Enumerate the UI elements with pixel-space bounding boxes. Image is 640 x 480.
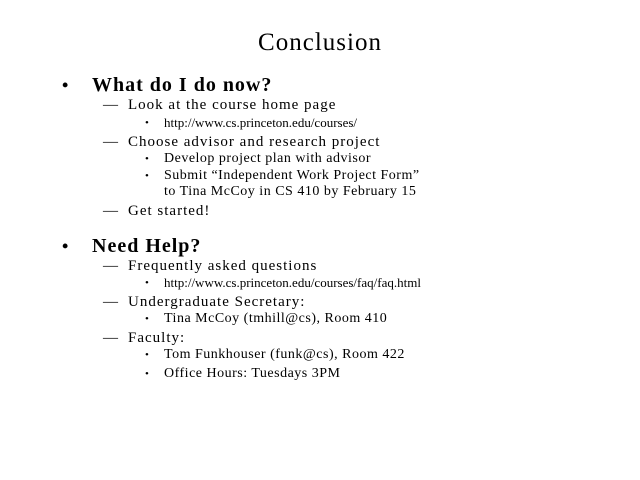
list-item-text: Undergraduate Secretary: (128, 294, 306, 310)
sub-list-item-text: Submit “Independent Work Project Form” (164, 168, 420, 183)
bullet-icon: • (62, 75, 70, 95)
bullet-icon: • (145, 170, 150, 182)
faq-url: http://www.cs.princeton.edu/courses/faq/faq.html (164, 275, 421, 290)
dash-icon: — (103, 258, 119, 274)
section-heading: What do I do now? (92, 74, 273, 96)
dash-icon: — (103, 294, 119, 310)
bullet-icon: • (145, 153, 150, 165)
sub-list-item-text: Office Hours: Tuesdays 3PM (164, 366, 341, 381)
course-home-url: http://www.cs.princeton.edu/courses/ (164, 115, 358, 130)
dash-icon: — (103, 134, 119, 150)
sub-list-item-text: to Tina McCoy in CS 410 by February 15 (164, 184, 417, 199)
bullet-icon: • (145, 349, 150, 361)
dash-icon: — (103, 203, 119, 219)
bullet-icon: • (145, 313, 150, 325)
bullet-icon: • (145, 117, 150, 129)
sub-list-item-text: Tom Funkhouser (funk@cs), Room 422 (164, 347, 405, 362)
sub-list-item-text: Develop project plan with advisor (164, 151, 372, 166)
bullet-icon: • (62, 236, 70, 256)
slide-title: Conclusion (258, 29, 382, 56)
bullet-icon: • (145, 368, 150, 380)
sub-list-item-text: Tina McCoy (tmhill@cs), Room 410 (164, 311, 388, 326)
list-item-text: Look at the course home page (128, 97, 337, 113)
list-item-text: Get started! (128, 203, 211, 219)
bullet-icon: • (145, 277, 150, 289)
dash-icon: — (103, 330, 119, 346)
list-item-text: Faculty: (128, 330, 186, 346)
dash-icon: — (103, 97, 119, 113)
list-item-text: Frequently asked questions (128, 258, 318, 274)
section-heading: Need Help? (92, 235, 202, 257)
list-item-text: Choose advisor and research project (128, 134, 381, 150)
